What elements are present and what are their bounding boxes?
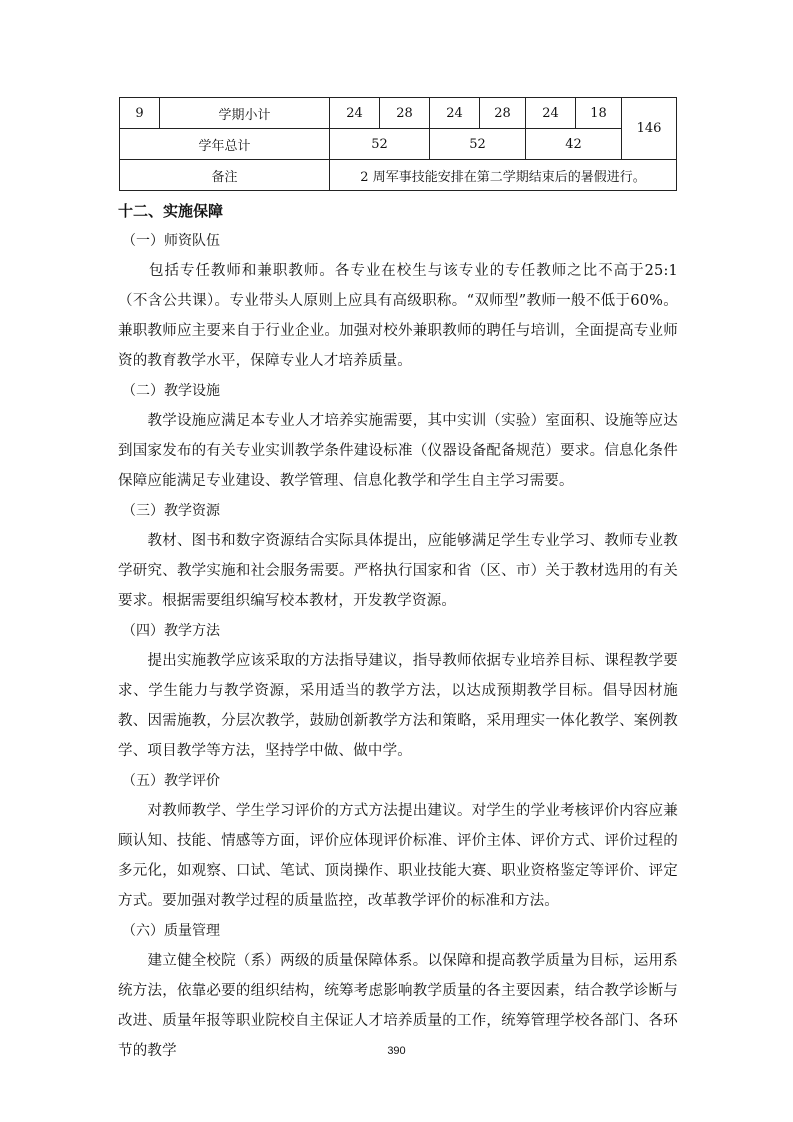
section-title: 十二、实施保障 [118, 202, 224, 220]
table-row [120, 129, 677, 160]
table-cell: 24 [430, 98, 480, 129]
table-row [120, 160, 677, 191]
row-index: 9 [120, 98, 160, 129]
paragraph-evaluation: 对教师教学、学生学习评价的方式方法提出建议。对学生的学业考核评价内容应兼顾认知、技能、情感等方面，评价应体现评价标准、评价主体、评价方式、评价过程的多元化，如观察、口试、笔试、顶岗操作、职业技能大赛、职业资格鉴定等评价、评定方式。要加强对教学过程的质量监控，改革教学评价的标准和方法。 [118, 803, 678, 909]
table-cell: 24 [330, 98, 380, 129]
section-content [118, 196, 678, 1066]
subsection-title-resources: （三）教学资源 [122, 503, 220, 519]
row-label-remarks: 备注 [120, 160, 330, 191]
table-cell: 52 [430, 129, 526, 160]
table-cell: 28 [480, 98, 526, 129]
table-cell: 42 [526, 129, 622, 160]
paragraph-quality: 建立健全校院（系）两级的质量保障体系。以保障和提高教学质量为目标，运用系统方法，依靠必要的组织结构，统筹考虑影响教学质量的各主要因素，结合教学诊断与改进、质量年报等职业院校自主保证人才培养质量的工作，统筹管理学校各部门、各环节的教学 [118, 953, 678, 1059]
table-row [120, 98, 677, 129]
table-cell: 52 [330, 129, 430, 160]
paragraph-resources: 教材、图书和数字资源结合实际具体提出，应能够满足学生专业学习、教师专业教学研究、教学实施和社会服务需要。严格执行国家和省（区、市）关于教材选用的有关要求。根据需要组织编写校本教材，开发教学资源。 [118, 533, 678, 609]
remarks-cell: 2 周军事技能安排在第二学期结束后的暑假进行。 [330, 160, 677, 191]
subsection-title-facilities: （二）教学设施 [122, 383, 220, 399]
table-cell: 18 [576, 98, 622, 129]
row-label-year-total: 学年总计 [120, 129, 330, 160]
paragraph-methods: 提出实施教学应该采取的方法指导建议，指导教师依据专业培养目标、课程教学要求、学生能力与教学资源，采用适当的教学方法，以达成预期教学目标。倡导因材施教、因需施教，分层次教学，鼓励创新教学方法和策略，采用理实一体化教学、案例教学、项目教学等方法，坚持学中做、做中学。 [118, 653, 678, 759]
paragraph-facilities: 教学设施应满足本专业人才培养实施需要，其中实训（实验）室面积、设施等应达到国家发布的有关专业实训教学条件建设标准（仪器设备配备规范）要求。信息化条件保障应能满足专业建设、教学管理、信息化教学和学生自主学习需要。 [118, 413, 678, 489]
page-number: 390 [387, 1045, 406, 1057]
subsection-title-evaluation: （五）教学评价 [122, 773, 220, 789]
subsection-title-quality: （六）质量管理 [122, 923, 220, 939]
grand-total-cell: 146 [622, 98, 677, 160]
subsection-title-faculty: （一）师资队伍 [122, 233, 220, 249]
schedule-table [119, 97, 677, 191]
subsection-title-methods: （四）教学方法 [122, 623, 220, 639]
paragraph-faculty: 包括专任教师和兼职教师。各专业在校生与该专业的专任教师之比不高于25:1（不含公共课）。专业带头人原则上应具有高级职称。“双师型”教师一般不低于60%。兼职教师应主要来自于行业企业。加强对校外兼职教师的聘任与培训，全面提高专业师资的教育教学水平，保障专业人才培养质量。 [118, 263, 678, 369]
row-label-semester-subtotal: 学期小计 [160, 98, 330, 129]
table-cell: 24 [526, 98, 576, 129]
table-cell: 28 [380, 98, 430, 129]
